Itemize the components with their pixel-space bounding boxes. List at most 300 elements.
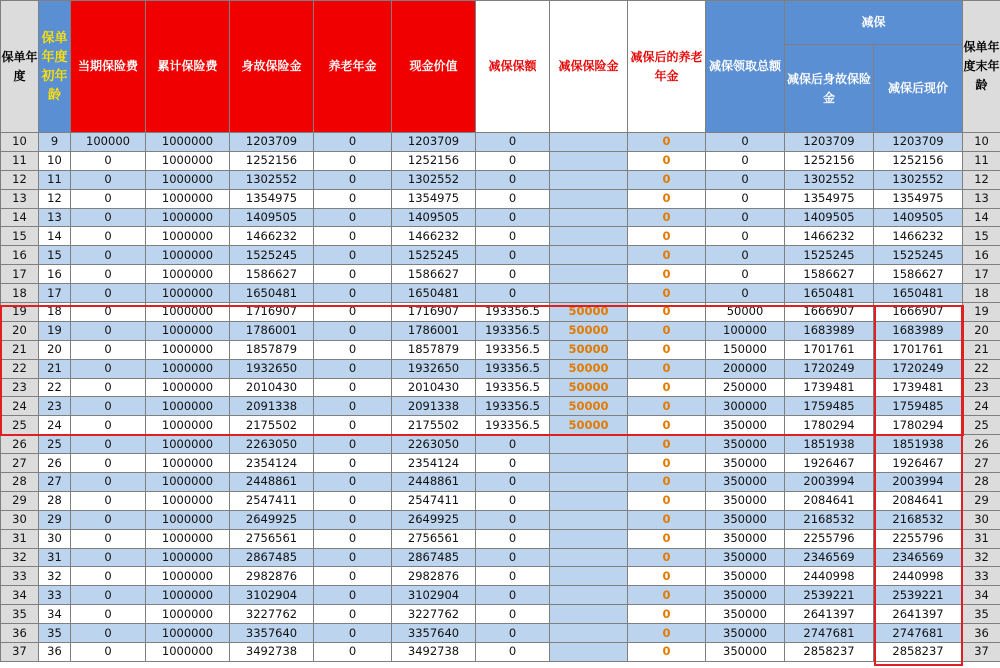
cell-age-start[interactable]: 23 bbox=[39, 397, 71, 416]
cell-reduction-benefit[interactable] bbox=[550, 548, 628, 567]
cell-pension-after[interactable]: 0 bbox=[628, 189, 706, 208]
cell-death-benefit[interactable]: 3102904 bbox=[230, 586, 314, 605]
cell-death-after[interactable]: 1525245 bbox=[785, 246, 874, 265]
cell-pension[interactable]: 0 bbox=[314, 378, 392, 397]
cell-pension[interactable]: 0 bbox=[314, 548, 392, 567]
cell-reduction-benefit[interactable]: 50000 bbox=[550, 397, 628, 416]
col-header-total-withdrawn[interactable]: 减保领取总额 bbox=[706, 1, 785, 133]
cell-age-start[interactable]: 9 bbox=[39, 133, 71, 152]
cell-death-after[interactable]: 1354975 bbox=[785, 189, 874, 208]
cell-cash-value[interactable]: 2649925 bbox=[392, 510, 476, 529]
cell-current-premium[interactable]: 0 bbox=[71, 491, 146, 510]
cell-pension[interactable]: 0 bbox=[314, 435, 392, 454]
cell-age-start[interactable]: 11 bbox=[39, 170, 71, 189]
cell-death-after[interactable]: 2168532 bbox=[785, 510, 874, 529]
cell-total-withdrawn[interactable]: 350000 bbox=[706, 435, 785, 454]
cell-cash-value[interactable]: 1586627 bbox=[392, 265, 476, 284]
cell-current-premium[interactable]: 0 bbox=[71, 567, 146, 586]
cell-age-start[interactable]: 25 bbox=[39, 435, 71, 454]
cell-pension[interactable]: 0 bbox=[314, 529, 392, 548]
cell-policy-year[interactable]: 25 bbox=[1, 416, 39, 435]
cell-cash-after[interactable]: 1701761 bbox=[874, 340, 963, 359]
cell-total-withdrawn[interactable]: 0 bbox=[706, 208, 785, 227]
cell-age-start[interactable]: 30 bbox=[39, 529, 71, 548]
cell-cumulative-premium[interactable]: 1000000 bbox=[146, 170, 230, 189]
cell-cash-after[interactable]: 1409505 bbox=[874, 208, 963, 227]
cell-pension[interactable]: 0 bbox=[314, 586, 392, 605]
col-header-death-benefit[interactable]: 身故保险金 bbox=[230, 1, 314, 133]
cell-total-withdrawn[interactable]: 0 bbox=[706, 189, 785, 208]
cell-pension-after[interactable]: 0 bbox=[628, 227, 706, 246]
cell-pension-after[interactable]: 0 bbox=[628, 586, 706, 605]
cell-death-after[interactable]: 1302552 bbox=[785, 170, 874, 189]
cell-total-withdrawn[interactable]: 0 bbox=[706, 151, 785, 170]
cell-reduction-amount[interactable]: 0 bbox=[476, 548, 550, 567]
cell-age-start[interactable]: 16 bbox=[39, 265, 71, 284]
cell-age-end[interactable]: 32 bbox=[963, 548, 1000, 567]
cell-age-start[interactable]: 15 bbox=[39, 246, 71, 265]
cell-pension[interactable]: 0 bbox=[314, 208, 392, 227]
cell-policy-year[interactable]: 15 bbox=[1, 227, 39, 246]
cell-reduction-amount[interactable]: 0 bbox=[476, 473, 550, 492]
cell-reduction-benefit[interactable] bbox=[550, 529, 628, 548]
cell-total-withdrawn[interactable]: 0 bbox=[706, 170, 785, 189]
cell-pension-after[interactable]: 0 bbox=[628, 416, 706, 435]
cell-pension-after[interactable]: 0 bbox=[628, 548, 706, 567]
cell-age-end[interactable]: 26 bbox=[963, 435, 1000, 454]
cell-current-premium[interactable]: 0 bbox=[71, 151, 146, 170]
cell-reduction-amount[interactable]: 0 bbox=[476, 529, 550, 548]
cell-total-withdrawn[interactable]: 0 bbox=[706, 227, 785, 246]
cell-cumulative-premium[interactable]: 1000000 bbox=[146, 397, 230, 416]
cell-current-premium[interactable]: 0 bbox=[71, 189, 146, 208]
cell-reduction-benefit[interactable] bbox=[550, 491, 628, 510]
cell-policy-year[interactable]: 29 bbox=[1, 491, 39, 510]
cell-reduction-benefit[interactable] bbox=[550, 227, 628, 246]
cell-current-premium[interactable]: 0 bbox=[71, 321, 146, 340]
cell-current-premium[interactable]: 0 bbox=[71, 340, 146, 359]
cell-current-premium[interactable]: 0 bbox=[71, 416, 146, 435]
cell-reduction-amount[interactable]: 193356.5 bbox=[476, 416, 550, 435]
cell-cash-value[interactable]: 2175502 bbox=[392, 416, 476, 435]
col-header-age-end[interactable]: 保单年度末年龄 bbox=[963, 1, 1000, 133]
cell-cash-after[interactable]: 1203709 bbox=[874, 133, 963, 152]
cell-pension-after[interactable]: 0 bbox=[628, 643, 706, 662]
cell-total-withdrawn[interactable]: 300000 bbox=[706, 397, 785, 416]
col-header-pension[interactable]: 养老年金 bbox=[314, 1, 392, 133]
cell-current-premium[interactable]: 0 bbox=[71, 529, 146, 548]
cell-cash-value[interactable]: 1302552 bbox=[392, 170, 476, 189]
cell-pension[interactable]: 0 bbox=[314, 605, 392, 624]
cell-policy-year[interactable]: 12 bbox=[1, 170, 39, 189]
cell-cash-value[interactable]: 2448861 bbox=[392, 473, 476, 492]
cell-cumulative-premium[interactable]: 1000000 bbox=[146, 265, 230, 284]
cell-cumulative-premium[interactable]: 1000000 bbox=[146, 567, 230, 586]
cell-cash-after[interactable]: 1650481 bbox=[874, 284, 963, 303]
cell-cumulative-premium[interactable]: 1000000 bbox=[146, 378, 230, 397]
cell-death-after[interactable]: 2539221 bbox=[785, 586, 874, 605]
cell-cash-value[interactable]: 1354975 bbox=[392, 189, 476, 208]
cell-total-withdrawn[interactable]: 0 bbox=[706, 246, 785, 265]
cell-pension-after[interactable]: 0 bbox=[628, 567, 706, 586]
cell-reduction-benefit[interactable] bbox=[550, 510, 628, 529]
cell-death-after[interactable]: 1586627 bbox=[785, 265, 874, 284]
cell-death-after[interactable]: 1683989 bbox=[785, 321, 874, 340]
cell-death-after[interactable]: 2003994 bbox=[785, 473, 874, 492]
cell-age-end[interactable]: 31 bbox=[963, 529, 1000, 548]
cell-reduction-amount[interactable]: 0 bbox=[476, 170, 550, 189]
cell-cash-after[interactable]: 1525245 bbox=[874, 246, 963, 265]
cell-cash-after[interactable]: 1739481 bbox=[874, 378, 963, 397]
cell-cumulative-premium[interactable]: 1000000 bbox=[146, 643, 230, 662]
cell-pension[interactable]: 0 bbox=[314, 246, 392, 265]
cell-reduction-amount[interactable]: 193356.5 bbox=[476, 359, 550, 378]
cell-age-end[interactable]: 22 bbox=[963, 359, 1000, 378]
cell-cash-after[interactable]: 2168532 bbox=[874, 510, 963, 529]
cell-total-withdrawn[interactable]: 350000 bbox=[706, 586, 785, 605]
cell-current-premium[interactable]: 0 bbox=[71, 246, 146, 265]
cell-age-end[interactable]: 17 bbox=[963, 265, 1000, 284]
cell-cumulative-premium[interactable]: 1000000 bbox=[146, 133, 230, 152]
cell-death-after[interactable]: 1926467 bbox=[785, 454, 874, 473]
cell-cash-value[interactable]: 1203709 bbox=[392, 133, 476, 152]
cell-pension[interactable]: 0 bbox=[314, 567, 392, 586]
cell-policy-year[interactable]: 26 bbox=[1, 435, 39, 454]
cell-cumulative-premium[interactable]: 1000000 bbox=[146, 491, 230, 510]
cell-reduction-benefit[interactable] bbox=[550, 284, 628, 303]
cell-death-benefit[interactable]: 1857879 bbox=[230, 340, 314, 359]
cell-age-end[interactable]: 12 bbox=[963, 170, 1000, 189]
cell-total-withdrawn[interactable]: 350000 bbox=[706, 416, 785, 435]
cell-reduction-benefit[interactable] bbox=[550, 567, 628, 586]
cell-reduction-amount[interactable]: 0 bbox=[476, 246, 550, 265]
cell-age-end[interactable]: 16 bbox=[963, 246, 1000, 265]
cell-cumulative-premium[interactable]: 1000000 bbox=[146, 359, 230, 378]
cell-cash-after[interactable]: 2747681 bbox=[874, 624, 963, 643]
cell-policy-year[interactable]: 14 bbox=[1, 208, 39, 227]
cell-cash-value[interactable]: 3492738 bbox=[392, 643, 476, 662]
cell-reduction-amount[interactable]: 0 bbox=[476, 454, 550, 473]
cell-age-start[interactable]: 14 bbox=[39, 227, 71, 246]
cell-age-end[interactable]: 30 bbox=[963, 510, 1000, 529]
cell-reduction-benefit[interactable] bbox=[550, 151, 628, 170]
cell-age-start[interactable]: 20 bbox=[39, 340, 71, 359]
cell-total-withdrawn[interactable]: 350000 bbox=[706, 605, 785, 624]
cell-death-benefit[interactable]: 2982876 bbox=[230, 567, 314, 586]
cell-death-benefit[interactable]: 2448861 bbox=[230, 473, 314, 492]
cell-cumulative-premium[interactable]: 1000000 bbox=[146, 435, 230, 454]
cell-policy-year[interactable]: 30 bbox=[1, 510, 39, 529]
cell-cumulative-premium[interactable]: 1000000 bbox=[146, 529, 230, 548]
cell-age-start[interactable]: 27 bbox=[39, 473, 71, 492]
cell-reduction-benefit[interactable] bbox=[550, 586, 628, 605]
cell-pension[interactable]: 0 bbox=[314, 151, 392, 170]
cell-death-benefit[interactable]: 1586627 bbox=[230, 265, 314, 284]
cell-current-premium[interactable]: 0 bbox=[71, 510, 146, 529]
cell-death-benefit[interactable]: 1409505 bbox=[230, 208, 314, 227]
cell-cash-after[interactable]: 2003994 bbox=[874, 473, 963, 492]
cell-reduction-benefit[interactable]: 50000 bbox=[550, 340, 628, 359]
cell-cumulative-premium[interactable]: 1000000 bbox=[146, 624, 230, 643]
cell-death-benefit[interactable]: 1354975 bbox=[230, 189, 314, 208]
col-header-cash-value[interactable]: 现金价值 bbox=[392, 1, 476, 133]
cell-reduction-amount[interactable]: 0 bbox=[476, 227, 550, 246]
cell-current-premium[interactable]: 0 bbox=[71, 303, 146, 322]
cell-death-benefit[interactable]: 2010430 bbox=[230, 378, 314, 397]
cell-pension[interactable]: 0 bbox=[314, 227, 392, 246]
cell-death-benefit[interactable]: 2091338 bbox=[230, 397, 314, 416]
cell-cumulative-premium[interactable]: 1000000 bbox=[146, 151, 230, 170]
cell-cash-after[interactable]: 2539221 bbox=[874, 586, 963, 605]
cell-current-premium[interactable]: 0 bbox=[71, 359, 146, 378]
cell-cash-value[interactable]: 2547411 bbox=[392, 491, 476, 510]
cell-cash-after[interactable]: 2440998 bbox=[874, 567, 963, 586]
cell-pension[interactable]: 0 bbox=[314, 510, 392, 529]
cell-current-premium[interactable]: 0 bbox=[71, 170, 146, 189]
cell-cumulative-premium[interactable]: 1000000 bbox=[146, 303, 230, 322]
cell-pension-after[interactable]: 0 bbox=[628, 133, 706, 152]
cell-pension[interactable]: 0 bbox=[314, 454, 392, 473]
cell-reduction-benefit[interactable]: 50000 bbox=[550, 321, 628, 340]
cell-cash-value[interactable]: 1857879 bbox=[392, 340, 476, 359]
cell-total-withdrawn[interactable]: 0 bbox=[706, 284, 785, 303]
cell-cash-after[interactable]: 1926467 bbox=[874, 454, 963, 473]
cell-death-after[interactable]: 1466232 bbox=[785, 227, 874, 246]
col-header-cash-after[interactable]: 减保后现价 bbox=[874, 45, 963, 133]
cell-age-end[interactable]: 23 bbox=[963, 378, 1000, 397]
cell-total-withdrawn[interactable]: 350000 bbox=[706, 473, 785, 492]
cell-death-after[interactable]: 2641397 bbox=[785, 605, 874, 624]
cell-policy-year[interactable]: 22 bbox=[1, 359, 39, 378]
cell-death-after[interactable]: 1650481 bbox=[785, 284, 874, 303]
cell-age-start[interactable]: 33 bbox=[39, 586, 71, 605]
cell-current-premium[interactable]: 0 bbox=[71, 227, 146, 246]
cell-age-end[interactable]: 29 bbox=[963, 491, 1000, 510]
cell-current-premium[interactable]: 0 bbox=[71, 284, 146, 303]
cell-pension-after[interactable]: 0 bbox=[628, 397, 706, 416]
cell-death-after[interactable]: 2747681 bbox=[785, 624, 874, 643]
cell-total-withdrawn[interactable]: 350000 bbox=[706, 624, 785, 643]
cell-current-premium[interactable]: 0 bbox=[71, 643, 146, 662]
cell-total-withdrawn[interactable]: 0 bbox=[706, 133, 785, 152]
cell-cumulative-premium[interactable]: 1000000 bbox=[146, 340, 230, 359]
cell-cash-value[interactable]: 2982876 bbox=[392, 567, 476, 586]
cell-cash-after[interactable]: 1252156 bbox=[874, 151, 963, 170]
cell-reduction-amount[interactable]: 0 bbox=[476, 151, 550, 170]
cell-policy-year[interactable]: 37 bbox=[1, 643, 39, 662]
cell-reduction-amount[interactable]: 193356.5 bbox=[476, 321, 550, 340]
cell-death-benefit[interactable]: 3492738 bbox=[230, 643, 314, 662]
cell-pension[interactable]: 0 bbox=[314, 643, 392, 662]
cell-cash-after[interactable]: 2255796 bbox=[874, 529, 963, 548]
cell-pension[interactable]: 0 bbox=[314, 491, 392, 510]
cell-reduction-amount[interactable]: 0 bbox=[476, 133, 550, 152]
cell-pension-after[interactable]: 0 bbox=[628, 435, 706, 454]
cell-pension[interactable]: 0 bbox=[314, 303, 392, 322]
cell-cash-value[interactable]: 2010430 bbox=[392, 378, 476, 397]
cell-policy-year[interactable]: 17 bbox=[1, 265, 39, 284]
cell-cumulative-premium[interactable]: 1000000 bbox=[146, 605, 230, 624]
cell-policy-year[interactable]: 28 bbox=[1, 473, 39, 492]
cell-current-premium[interactable]: 0 bbox=[71, 605, 146, 624]
cell-policy-year[interactable]: 16 bbox=[1, 246, 39, 265]
cell-cumulative-premium[interactable]: 1000000 bbox=[146, 227, 230, 246]
cell-cash-value[interactable]: 2756561 bbox=[392, 529, 476, 548]
cell-cash-after[interactable]: 1466232 bbox=[874, 227, 963, 246]
cell-age-end[interactable]: 36 bbox=[963, 624, 1000, 643]
cell-cash-value[interactable]: 1650481 bbox=[392, 284, 476, 303]
cell-cash-value[interactable]: 3227762 bbox=[392, 605, 476, 624]
cell-death-benefit[interactable]: 1786001 bbox=[230, 321, 314, 340]
cell-death-after[interactable]: 1851938 bbox=[785, 435, 874, 454]
cell-cash-after[interactable]: 2641397 bbox=[874, 605, 963, 624]
cell-age-start[interactable]: 19 bbox=[39, 321, 71, 340]
cell-reduction-benefit[interactable] bbox=[550, 189, 628, 208]
cell-death-after[interactable]: 1203709 bbox=[785, 133, 874, 152]
cell-reduction-benefit[interactable]: 50000 bbox=[550, 378, 628, 397]
cell-policy-year[interactable]: 13 bbox=[1, 189, 39, 208]
cell-age-start[interactable]: 32 bbox=[39, 567, 71, 586]
cell-cash-after[interactable]: 1759485 bbox=[874, 397, 963, 416]
col-header-reduction-benefit[interactable]: 减保保险金 bbox=[550, 1, 628, 133]
cell-pension-after[interactable]: 0 bbox=[628, 454, 706, 473]
cell-cash-after[interactable]: 2346569 bbox=[874, 548, 963, 567]
col-header-group-reduction[interactable]: 减保 bbox=[785, 1, 963, 45]
cell-death-benefit[interactable]: 1203709 bbox=[230, 133, 314, 152]
cell-death-after[interactable]: 1666907 bbox=[785, 303, 874, 322]
cell-reduction-amount[interactable]: 0 bbox=[476, 435, 550, 454]
cell-pension-after[interactable]: 0 bbox=[628, 473, 706, 492]
cell-age-end[interactable]: 20 bbox=[963, 321, 1000, 340]
cell-current-premium[interactable]: 0 bbox=[71, 454, 146, 473]
cell-age-start[interactable]: 24 bbox=[39, 416, 71, 435]
cell-reduction-amount[interactable]: 0 bbox=[476, 208, 550, 227]
cell-policy-year[interactable]: 20 bbox=[1, 321, 39, 340]
cell-age-end[interactable]: 33 bbox=[963, 567, 1000, 586]
col-header-current-premium[interactable]: 当期保险费 bbox=[71, 1, 146, 133]
cell-pension-after[interactable]: 0 bbox=[628, 510, 706, 529]
col-header-death-after[interactable]: 减保后身故保险金 bbox=[785, 45, 874, 133]
cell-death-after[interactable]: 1739481 bbox=[785, 378, 874, 397]
cell-reduction-benefit[interactable] bbox=[550, 133, 628, 152]
cell-age-end[interactable]: 15 bbox=[963, 227, 1000, 246]
cell-current-premium[interactable]: 0 bbox=[71, 586, 146, 605]
cell-cash-after[interactable]: 1666907 bbox=[874, 303, 963, 322]
cell-policy-year[interactable]: 33 bbox=[1, 567, 39, 586]
cell-reduction-amount[interactable]: 0 bbox=[476, 643, 550, 662]
cell-reduction-benefit[interactable] bbox=[550, 435, 628, 454]
cell-cash-after[interactable]: 2858237 bbox=[874, 643, 963, 662]
cell-reduction-amount[interactable]: 0 bbox=[476, 265, 550, 284]
cell-death-benefit[interactable]: 2175502 bbox=[230, 416, 314, 435]
cell-pension[interactable]: 0 bbox=[314, 189, 392, 208]
cell-total-withdrawn[interactable]: 350000 bbox=[706, 548, 785, 567]
cell-cash-value[interactable]: 3357640 bbox=[392, 624, 476, 643]
cell-pension[interactable]: 0 bbox=[314, 624, 392, 643]
cell-age-start[interactable]: 36 bbox=[39, 643, 71, 662]
cell-death-after[interactable]: 1252156 bbox=[785, 151, 874, 170]
cell-cumulative-premium[interactable]: 1000000 bbox=[146, 454, 230, 473]
cell-cash-value[interactable]: 1252156 bbox=[392, 151, 476, 170]
cell-reduction-benefit[interactable] bbox=[550, 454, 628, 473]
cell-cash-after[interactable]: 1302552 bbox=[874, 170, 963, 189]
cell-age-start[interactable]: 17 bbox=[39, 284, 71, 303]
cell-cumulative-premium[interactable]: 1000000 bbox=[146, 473, 230, 492]
cell-total-withdrawn[interactable]: 250000 bbox=[706, 378, 785, 397]
cell-current-premium[interactable]: 0 bbox=[71, 378, 146, 397]
cell-total-withdrawn[interactable]: 350000 bbox=[706, 567, 785, 586]
cell-age-start[interactable]: 21 bbox=[39, 359, 71, 378]
cell-reduction-benefit[interactable] bbox=[550, 473, 628, 492]
cell-death-after[interactable]: 1701761 bbox=[785, 340, 874, 359]
cell-age-start[interactable]: 35 bbox=[39, 624, 71, 643]
cell-age-end[interactable]: 27 bbox=[963, 454, 1000, 473]
cell-policy-year[interactable]: 36 bbox=[1, 624, 39, 643]
cell-cumulative-premium[interactable]: 1000000 bbox=[146, 321, 230, 340]
col-header-cumulative-premium[interactable]: 累计保险费 bbox=[146, 1, 230, 133]
cell-pension[interactable]: 0 bbox=[314, 265, 392, 284]
cell-pension-after[interactable]: 0 bbox=[628, 208, 706, 227]
cell-age-end[interactable]: 28 bbox=[963, 473, 1000, 492]
col-header-age-start[interactable]: 保单年度初年龄 bbox=[39, 1, 71, 133]
cell-death-benefit[interactable]: 1650481 bbox=[230, 284, 314, 303]
cell-reduction-amount[interactable]: 0 bbox=[476, 567, 550, 586]
cell-reduction-benefit[interactable] bbox=[550, 170, 628, 189]
cell-current-premium[interactable]: 0 bbox=[71, 208, 146, 227]
cell-cash-after[interactable]: 2084641 bbox=[874, 491, 963, 510]
cell-age-start[interactable]: 13 bbox=[39, 208, 71, 227]
cell-cash-after[interactable]: 1780294 bbox=[874, 416, 963, 435]
cell-policy-year[interactable]: 32 bbox=[1, 548, 39, 567]
cell-cumulative-premium[interactable]: 1000000 bbox=[146, 510, 230, 529]
cell-pension-after[interactable]: 0 bbox=[628, 624, 706, 643]
cell-death-benefit[interactable]: 2263050 bbox=[230, 435, 314, 454]
cell-reduction-benefit[interactable] bbox=[550, 246, 628, 265]
cell-current-premium[interactable]: 0 bbox=[71, 435, 146, 454]
cell-reduction-benefit[interactable] bbox=[550, 605, 628, 624]
cell-death-benefit[interactable]: 3357640 bbox=[230, 624, 314, 643]
cell-pension-after[interactable]: 0 bbox=[628, 491, 706, 510]
cell-pension[interactable]: 0 bbox=[314, 359, 392, 378]
cell-reduction-benefit[interactable]: 50000 bbox=[550, 416, 628, 435]
cell-cash-after[interactable]: 1683989 bbox=[874, 321, 963, 340]
cell-death-benefit[interactable]: 2649925 bbox=[230, 510, 314, 529]
cell-policy-year[interactable]: 24 bbox=[1, 397, 39, 416]
cell-death-after[interactable]: 1780294 bbox=[785, 416, 874, 435]
cell-age-start[interactable]: 10 bbox=[39, 151, 71, 170]
cell-pension[interactable]: 0 bbox=[314, 133, 392, 152]
cell-total-withdrawn[interactable]: 350000 bbox=[706, 454, 785, 473]
cell-death-benefit[interactable]: 2867485 bbox=[230, 548, 314, 567]
cell-policy-year[interactable]: 31 bbox=[1, 529, 39, 548]
cell-cash-value[interactable]: 2867485 bbox=[392, 548, 476, 567]
cell-age-end[interactable]: 25 bbox=[963, 416, 1000, 435]
cell-cumulative-premium[interactable]: 1000000 bbox=[146, 208, 230, 227]
cell-reduction-amount[interactable]: 0 bbox=[476, 624, 550, 643]
cell-cumulative-premium[interactable]: 1000000 bbox=[146, 189, 230, 208]
cell-cash-value[interactable]: 1786001 bbox=[392, 321, 476, 340]
cell-policy-year[interactable]: 23 bbox=[1, 378, 39, 397]
cell-death-after[interactable]: 2255796 bbox=[785, 529, 874, 548]
cell-policy-year[interactable]: 10 bbox=[1, 133, 39, 152]
col-header-pension-after[interactable]: 减保后的养老年金 bbox=[628, 1, 706, 133]
cell-pension[interactable]: 0 bbox=[314, 416, 392, 435]
cell-total-withdrawn[interactable]: 50000 bbox=[706, 303, 785, 322]
cell-total-withdrawn[interactable]: 0 bbox=[706, 265, 785, 284]
cell-cash-value[interactable]: 2263050 bbox=[392, 435, 476, 454]
cell-age-end[interactable]: 34 bbox=[963, 586, 1000, 605]
cell-reduction-benefit[interactable]: 50000 bbox=[550, 303, 628, 322]
